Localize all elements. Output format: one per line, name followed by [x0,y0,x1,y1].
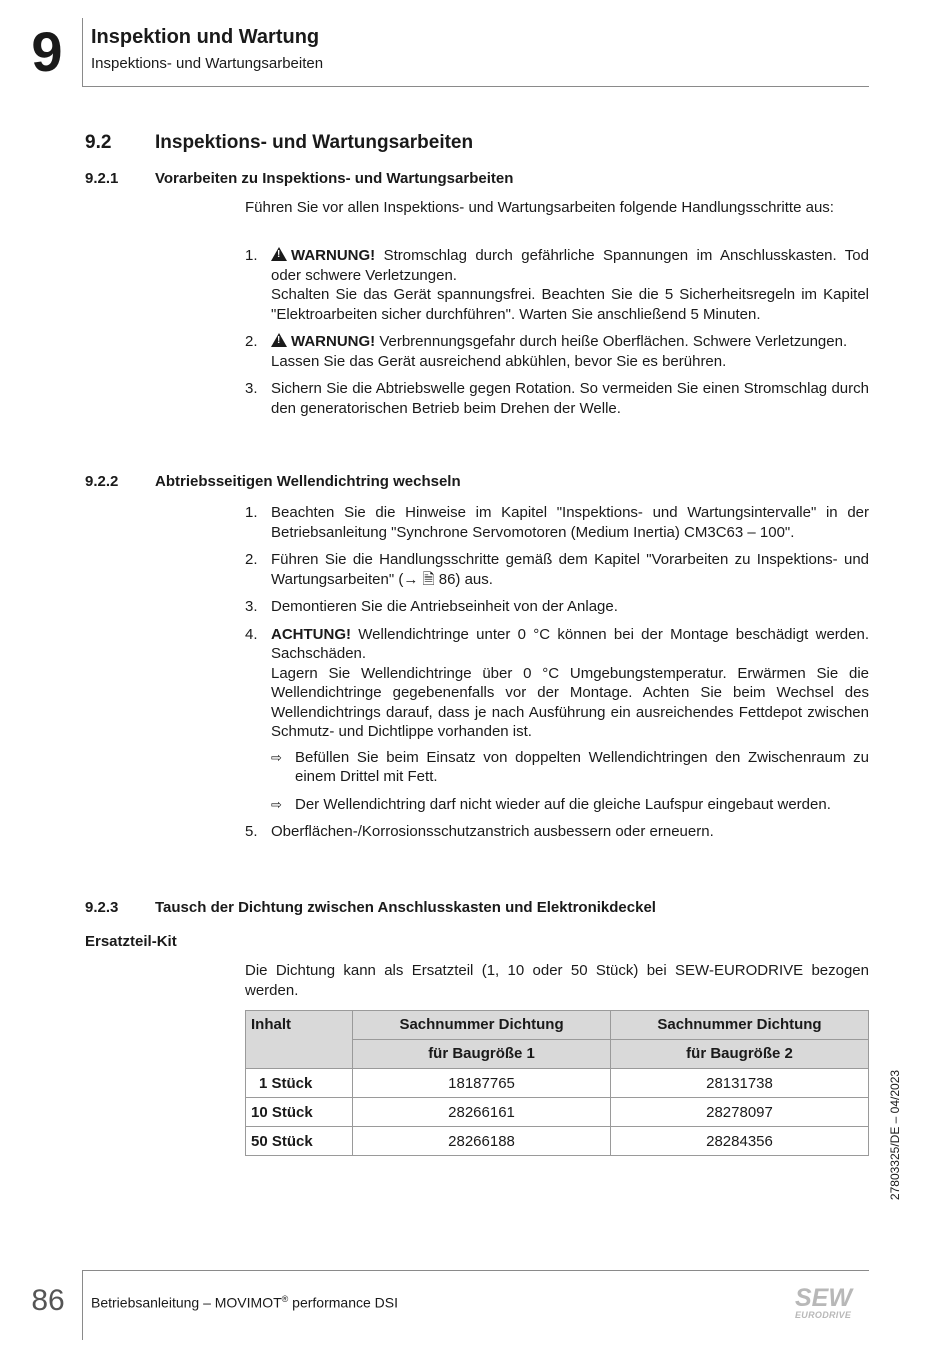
table-cell: 28266161 [353,1098,611,1127]
list-item [245,503,869,542]
step-number: 2. [245,333,258,350]
step-number: 1. [245,247,258,264]
spare-parts-table [245,1010,869,1156]
warning-label: WARNUNG! [291,247,376,264]
subsection-3-title: Tausch der Dichtung zwischen Anschlusskasten und Elektronikdeckel [155,899,656,916]
table-row [246,1098,869,1127]
step-text: Demontieren Sie die Antriebseinheit von der Anlage. [271,598,618,615]
table-header-cell: für Baugröße 1 [353,1040,611,1069]
list-item [245,597,869,617]
step-text: Oberflächen-/Korrosionsschutzanstrich ausbessern oder erneuern. [271,823,714,840]
header-title: Inspektion und Wartung [91,26,320,48]
table-header-cell: Sachnummer Dichtung [611,1011,869,1040]
caution-label: ACHTUNG! [271,625,351,643]
footer-divider-horizontal [82,1270,869,1271]
table-row [246,1069,869,1098]
list-item [245,822,869,842]
logo-main: SEW [795,1284,852,1312]
table-header-cell: Inhalt [246,1011,353,1069]
subsection-1-intro: Führen Sie vor allen Inspektions- und Wartungsarbeiten folgende Handlungsschritte aus: [245,199,834,216]
table-cell: 28284356 [611,1127,869,1156]
subsection-1-number: 9.2.1 [85,170,119,187]
step-number: 3. [245,598,258,615]
footer-divider-vertical [82,1270,83,1340]
table-cell: 28266188 [353,1127,611,1156]
step-text: Beachten Sie die Hinweise im Kapitel "Inspektions- und Wartungsintervalle" in der Betriebsanleitung "Synchrone Servomotoren (Medium Inertia) CM3C63 – 100". [271,504,869,541]
header-subtitle: Inspektions- und Wartungsarbeiten [91,55,324,72]
table-header-cell: Sachnummer Dichtung [353,1011,611,1040]
caution-bullets [271,748,869,815]
warning-triangle-icon [271,333,287,347]
kit-intro: Die Dichtung kann als Ersatzteil (1, 10 oder 50 Stück) bei SEW-EURODRIVE bezogen werden. [245,962,869,999]
step-number: 4. [245,625,258,643]
section-title: Inspektions- und Wartungsarbeiten [155,132,474,153]
warning-label: WARNUNG! [291,333,376,350]
warning-text: Verbrennungsgefahr durch heiße Oberflächen. Schwere Verletzungen. [375,333,848,350]
outline-arrow-right-icon: ⇨ [271,796,282,812]
subsection-3-number: 9.2.3 [85,899,119,916]
bullet-text: Befüllen Sie beim Einsatz von doppelten Wellendichtringen den Zwischenraum zu einem Drittel mit Fett. [295,748,869,785]
section-number: 9.2 [85,132,112,153]
step-action: Lassen Sie das Gerät ausreichend abkühlen, bevor Sie es berühren. [271,352,727,370]
list-item [245,550,869,589]
kit-heading: Ersatzteil-Kit [85,933,177,950]
table-cell: 1 Stück [246,1069,353,1098]
caution-text: Wellendichtringe unter 0 °C können bei der Montage beschädigt werden. Sachschäden. [271,625,869,662]
list-item [271,795,869,815]
step-number: 1. [245,504,258,521]
logo-sub: EURODRIVE [795,1310,852,1320]
warning-text: Stromschlag durch gefährliche Spannungen im Anschlusskasten. Tod oder schwere Verletzungen. [271,247,869,284]
document-number: 27803325/DE – 04/2023 [888,1069,902,1201]
step-action: Schalten Sie das Gerät spannungsfrei. Beachten Sie die 5 Sicherheitsregeln im Kapitel "Elektroarbeiten sicher durchführen". Warten Sie anschließend 5 Minuten. [271,286,869,323]
subsection-1-steps [245,246,869,426]
step-action: Lagern Sie Wellendichtringe über 0 °C Umgebungstemperatur. Erwärmen Sie die Wellendichtringe gegebenenfalls vor der Montage. Achten Sie beim Wechsel des Wellendichtrings darauf, dass je nach Ausführung ein ausreichendes Fettdepot zwischen Schmutz- und Dichtlippe vorhanden ist. [271,664,869,740]
table-cell: 28278097 [611,1098,869,1127]
warning-triangle-icon [271,247,287,261]
step-number: 5. [245,823,258,840]
table-header-cell: für Baugröße 2 [611,1040,869,1069]
subsection-2-number: 9.2.2 [85,473,119,490]
subsection-2-title: Abtriebsseitigen Wellendichtring wechseln [155,473,461,490]
step-number: 2. [245,551,258,568]
list-item [245,625,869,815]
table-cell: 10 Stück [246,1098,353,1127]
outline-arrow-right-icon: ⇨ [271,749,282,765]
table-cell: 28131738 [611,1069,869,1098]
sew-eurodrive-logo [795,1286,869,1320]
list-item [245,246,869,324]
step-text: Führen Sie die Handlungsschritte gemäß dem Kapitel "Vorarbeiten zu Inspektions- und Wartungsarbeiten" (→ 🗎 86) aus. [271,551,869,588]
footer-text: Betriebsanleitung – MOVIMOT® performance DSI [91,1294,398,1311]
table-cell: 50 Stück [246,1127,353,1156]
header-divider-horizontal [82,86,869,87]
step-text: Sichern Sie die Abtriebswelle gegen Rotation. So vermeiden Sie einen Stromschlag durch den generatorischen Betrieb beim Drehen der Welle. [271,380,869,417]
list-item [271,748,869,787]
chapter-number: 9 [31,20,63,83]
list-item [245,332,869,371]
bullet-text: Der Wellendichtring darf nicht wieder auf die gleiche Laufspur eingebaut werden. [295,795,831,813]
table-cell: 18187765 [353,1069,611,1098]
header-divider-vertical [82,18,83,86]
subsection-1-title: Vorarbeiten zu Inspektions- und Wartungsarbeiten [155,170,514,187]
table-header-row [246,1011,869,1040]
step-number: 3. [245,380,258,397]
page-number: 86 [31,1284,65,1317]
subsection-2-steps [245,503,869,850]
list-item [245,379,869,418]
table-row [246,1127,869,1156]
